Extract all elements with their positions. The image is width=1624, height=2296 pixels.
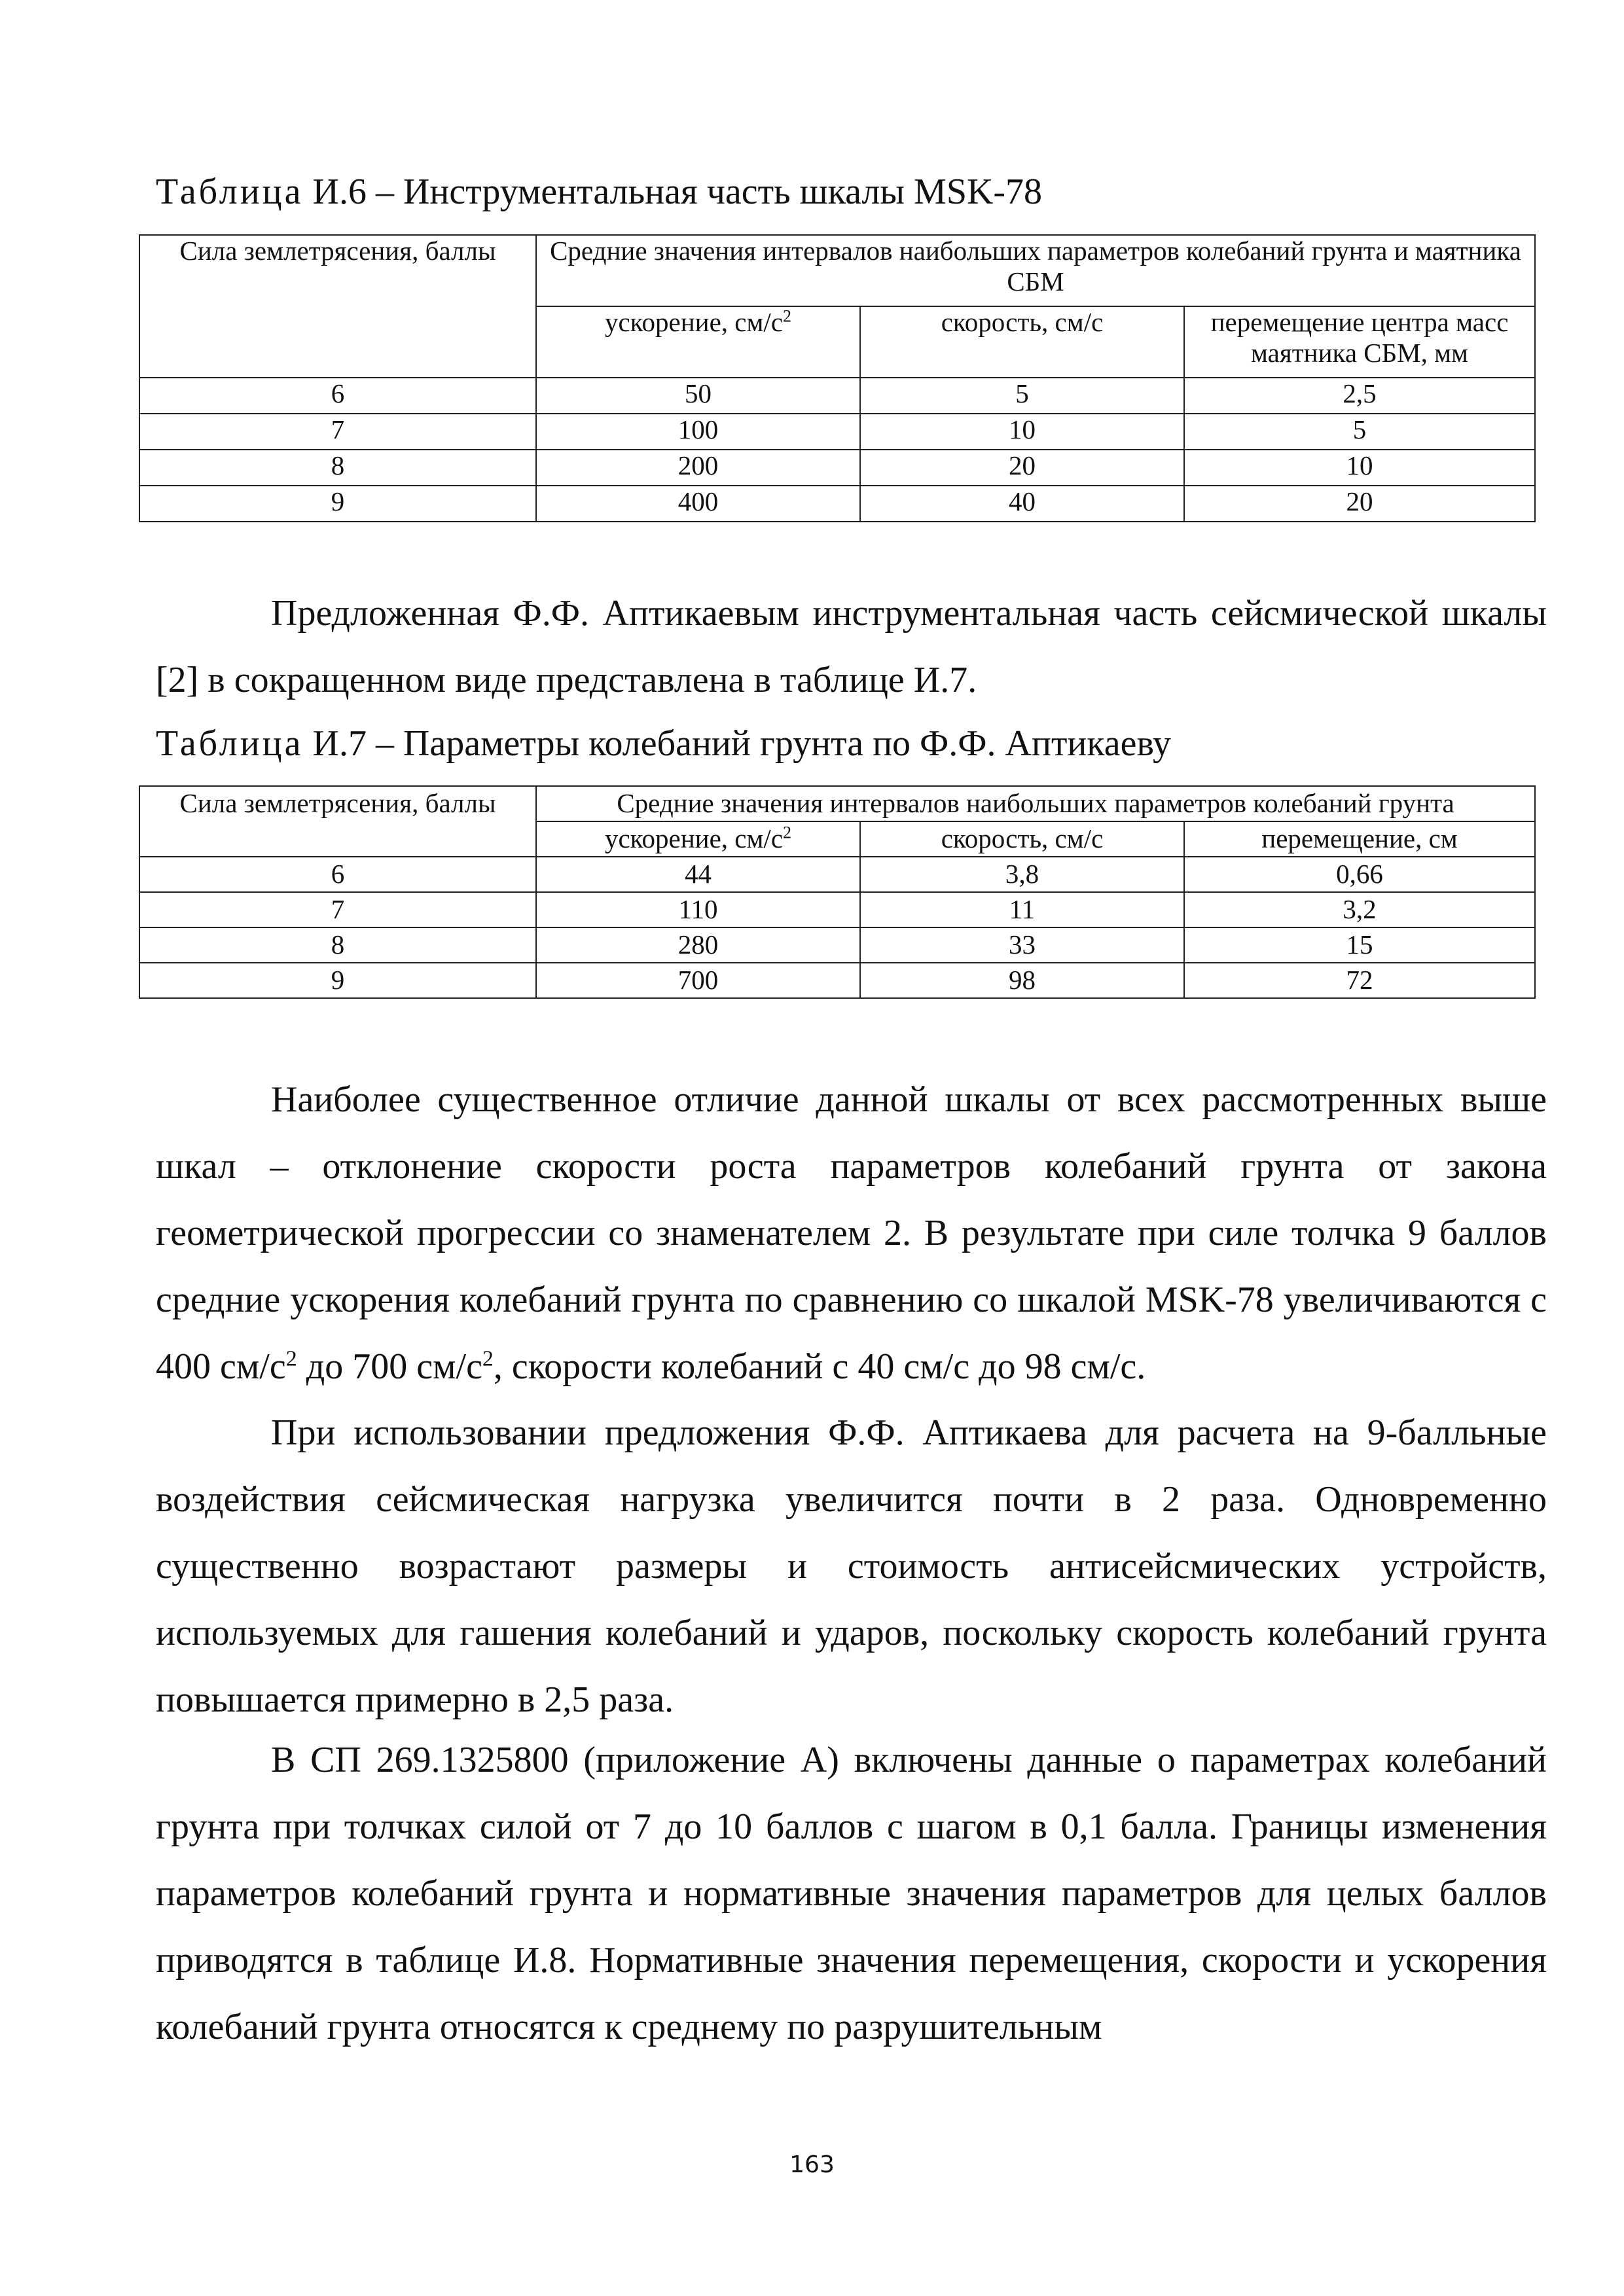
table-cell: 3,8	[860, 857, 1184, 892]
table-row	[139, 892, 1535, 927]
table7-caption-text: И.7 – Параметры колебаний грунта по Ф.Ф. Аптикаеву	[312, 723, 1171, 764]
table-row	[139, 857, 1535, 892]
paragraph-2-text: Наиболее существенное отличие данной шкалы от всех рассмотренных выше шкал – отклонение скорости роста параметров колебаний грунта от закона геометрической прогрессии со знаменателем 2. В результате при силе толчка 9 баллов средние ускорения колебаний грунта по сравнению со шкалой MSK-78 увеличиваются с 400 см/с	[156, 1079, 1547, 1387]
table-cell: 20	[1184, 486, 1535, 522]
table6-caption-text: И.6 – Инструментальная часть шкалы MSK-78	[312, 171, 1043, 212]
table-row	[139, 450, 1535, 486]
table-cell: 40	[860, 486, 1184, 522]
table-row	[139, 486, 1535, 522]
table-cell: 20	[860, 450, 1184, 486]
paragraph-1-text: Предложенная Ф.Ф. Аптикаевым инструментальная часть сейсмической шкалы [2] в сокращенном виде представлена в таблице И.7.	[156, 593, 1547, 700]
table-cell: 3,2	[1184, 892, 1535, 927]
table7-header-force: Сила землетрясения, баллы	[139, 786, 536, 857]
paragraph-4-text: В СП 269.1325800 (приложение А) включены данные о параметрах колебаний грунта при толчках силой от 7 до 10 баллов с шагом в 0,1 балла. Границы изменения параметров колебаний грунта и нормативные значения параметров для целых баллов приводятся в таблице И.8. Нормативные значения перемещения, скорости и ускорения колебаний грунта относятся к среднему по разрушительным	[156, 1740, 1547, 2047]
table-cell: 280	[536, 927, 860, 963]
table7-caption	[156, 721, 1171, 766]
table7-caption-label: Таблица	[156, 723, 304, 764]
table-cell: 100	[536, 414, 860, 450]
table-cell: 33	[860, 927, 1184, 963]
table-cell: 7	[139, 414, 536, 450]
paragraph-2-text: , скорости колебаний с 40 см/с до 98 см/с.	[493, 1346, 1146, 1387]
table7-header-speed: скорость, см/с	[860, 821, 1184, 857]
page-number: 163	[789, 2151, 835, 2178]
table-row	[139, 963, 1535, 998]
table7-header-accel: ускорение, $см/с^2$	[536, 821, 860, 857]
table-cell: 10	[860, 414, 1184, 450]
paragraph-2	[156, 1066, 1547, 1400]
table6-caption-label: Таблица	[156, 171, 304, 212]
table-7	[139, 785, 1536, 999]
table-6	[139, 234, 1536, 522]
table-cell: 9	[139, 963, 536, 998]
table-cell: 6	[139, 857, 536, 892]
table6-header-force: Сила землетрясения, баллы	[139, 235, 536, 378]
table-cell: 2,5	[1184, 378, 1535, 414]
paragraph-4	[156, 1727, 1547, 2060]
table-cell: 0,66	[1184, 857, 1535, 892]
table-cell: 700	[536, 963, 860, 998]
table6-header-speed: скорость, см/с	[860, 306, 1184, 378]
table-row	[139, 378, 1535, 414]
table-cell: 8	[139, 927, 536, 963]
table-cell: 110	[536, 892, 860, 927]
table-cell: 7	[139, 892, 536, 927]
table7-header-disp: перемещение, см	[1184, 821, 1535, 857]
table6-caption	[156, 169, 1042, 215]
table-cell: 5	[860, 378, 1184, 414]
table-cell: 50	[536, 378, 860, 414]
table-cell: 5	[1184, 414, 1535, 450]
paragraph-3-text: При использовании предложения Ф.Ф. Аптикаева для расчета на 9-балльные воздействия сейсмическая нагрузка увеличится почти в 2 раза. Одновременно существенно возрастают размеры и стоимость антисейсмических устройств, используемых для гашения колебаний и ударов, поскольку скорость колебаний грунта повышается примерно в 2,5 раза.	[156, 1412, 1547, 1720]
superscript: 2	[482, 1346, 494, 1371]
table-cell: 6	[139, 378, 536, 414]
paragraph-1	[156, 580, 1547, 713]
table-cell: 10	[1184, 450, 1535, 486]
table-cell: 72	[1184, 963, 1535, 998]
table6-header-group: Средние значения интервалов наибольших параметров колебаний грунта и маятника СБМ	[536, 235, 1535, 306]
table-row	[139, 414, 1535, 450]
table-cell: 200	[536, 450, 860, 486]
table-cell: 11	[860, 892, 1184, 927]
paragraph-2-text: до 700 см/с	[297, 1346, 482, 1387]
table6-header-accel: ускорение, $см/с^2$	[536, 306, 860, 378]
table-cell: 9	[139, 486, 536, 522]
table7-header-group: Средние значения интервалов наибольших параметров колебаний грунта	[536, 786, 1535, 821]
table-cell: 15	[1184, 927, 1535, 963]
table-cell: 98	[860, 963, 1184, 998]
superscript: 2	[285, 1346, 297, 1371]
table-row	[139, 927, 1535, 963]
table-cell: 44	[536, 857, 860, 892]
table-cell: 8	[139, 450, 536, 486]
paragraph-3	[156, 1399, 1547, 1733]
table-cell: 400	[536, 486, 860, 522]
table6-header-disp: перемещение центра масс маятника СБМ, мм	[1184, 306, 1535, 378]
